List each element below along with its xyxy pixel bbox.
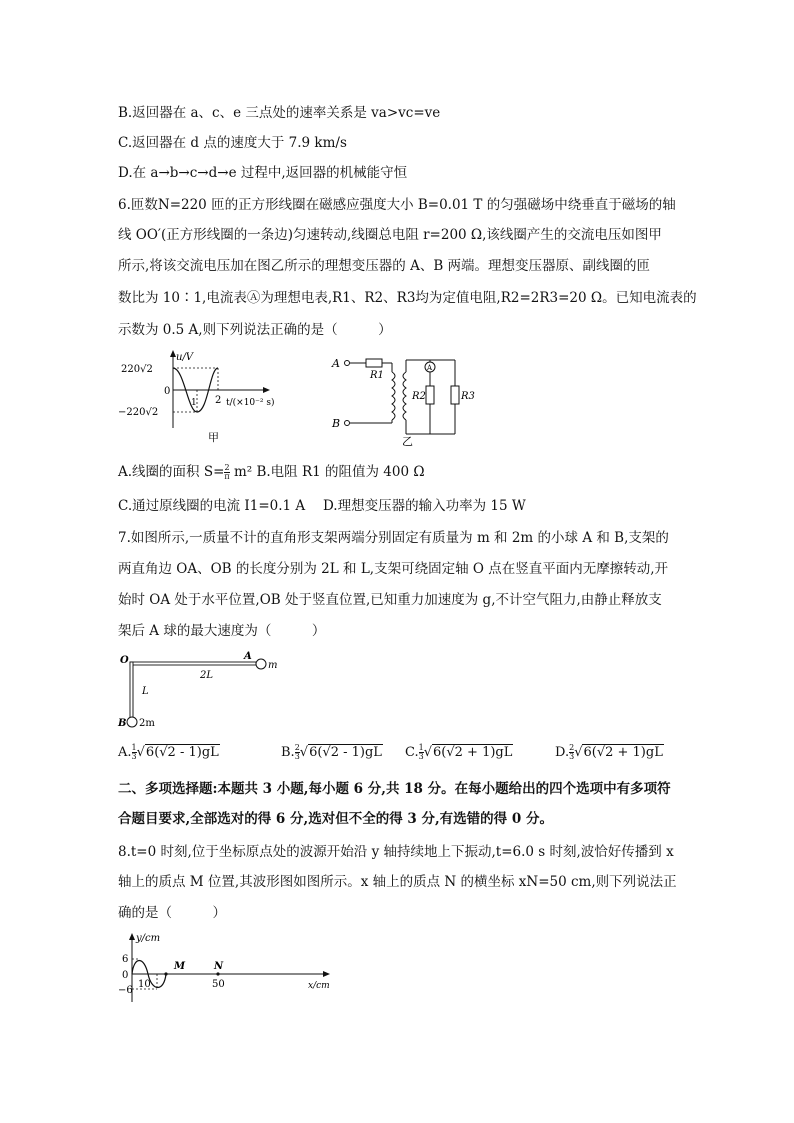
q8-text-3: 确的是（ ） (118, 905, 226, 921)
yi-terminal-a: A (332, 357, 340, 370)
q6-text-1: 6.匝数N=220 匝的正方形线圈在磁感应强度大小 B=0.01 T 的匀强磁场中绕垂直于磁场的轴 (118, 197, 676, 213)
q8-x-label: x/cm (308, 981, 330, 991)
yi-terminal-b: B (332, 417, 341, 430)
q7-2l-label: 2L (200, 670, 214, 681)
jia-caption: 甲 (208, 431, 219, 444)
q7-text-1: 7.如图所示,一质量不计的直角形支架两端分别固定有质量为 m 和 2m 的小球 A 和 B,支架的 (118, 530, 669, 546)
q7-option-c-coef-den: 3 (418, 752, 424, 761)
q8-n-label: N (214, 961, 224, 972)
jia-y-label: u/V (176, 352, 194, 363)
yi-ammeter-label: A (427, 364, 433, 372)
figure-q7 (116, 648, 286, 730)
section-2-heading-2: 合题目要求,全部选对的得 6 分,选对但不全的得 3 分,有选错的得 0 分。 (118, 811, 553, 827)
q5-option-c: C.返回器在 d 点的速度大于 7.9 km/s (118, 135, 347, 151)
figure-q8 (118, 930, 348, 1010)
q7-option-c-coef-num: 1 (418, 743, 424, 752)
q7-2m-label: 2m (139, 718, 155, 729)
q6-text-5: 示数为 0.5 A,则下列说法正确的是（ ） (118, 322, 392, 338)
q8-m-label: M (174, 961, 186, 972)
q7-option-b-coef (295, 744, 300, 761)
q8-text-2: 轴上的质点 M 位置,其波形图如图所示。x 轴上的质点 N 的横坐标 xN=50 cm,则下列说法正 (118, 874, 677, 890)
q7-text-3: 始时 OA 处于水平位置,OB 处于竖直位置,已知重力加速度为 g,不计空气阻力,由静止释放支 (118, 592, 662, 608)
q5-option-b: B.返回器在 a、c、e 三点处的速率关系是 va>vc=ve (118, 105, 441, 121)
q8-y-bottom: −6 (118, 985, 133, 996)
q7-option-b-coef-num: 2 (294, 743, 300, 752)
q7-option-a-coef-num: 1 (131, 743, 137, 752)
q7-option-d: D. $\frac{2}{3}$ √6(√2 + 1)gL (555, 743, 663, 761)
q7-option-d-coef-num: 2 (569, 743, 575, 752)
q7-text-4: 架后 A 球的最大速度为（ ） (118, 623, 326, 639)
q6-option-cd: C.通过原线圈的电流 I1=0.1 A D.理想变压器的输入功率为 15 W (118, 498, 526, 514)
yi-caption: 乙 (402, 435, 413, 448)
yi-r1-label: R1 (370, 370, 384, 381)
jia-t1: 1 (191, 398, 197, 408)
section-2-heading-1: 二、多项选择题:本题共 3 小题,每小题 6 分,共 18 分。在每小题给出的四个选项中有多项符 (118, 781, 671, 797)
q7-option-d-coef (569, 744, 574, 761)
yi-r3-label: R3 (461, 391, 475, 402)
q8-y-top: 6 (122, 954, 129, 965)
q7-option-a-coef (132, 744, 137, 761)
q7-a-label: A (244, 651, 252, 662)
q7-option-a-radicand: 6(√2 - 1)gL (145, 745, 219, 760)
figure-yi (330, 350, 490, 448)
q6-option-b-text: m² B.电阻 R1 的阻值为 400 Ω (229, 464, 425, 480)
q7-option-b-radicand: 6(√2 - 1)gL (309, 745, 382, 760)
q7-option-c-label: C. (405, 745, 419, 760)
yi-r2-label: R2 (412, 391, 426, 402)
q7-option-a: A. $\frac{1}{3}$ √6(√2 - 1)gL (118, 743, 219, 761)
q8-y-label: y/cm (136, 933, 161, 944)
q7-option-c-coef (419, 744, 424, 761)
q7-option-d-label: D. (555, 745, 570, 760)
q7-text-2: 两直角边 OA、OB 的长度分别为 2L 和 L,支架可绕固定轴 O 点在竖直平面内无摩擦转动,开 (118, 561, 669, 577)
q6-area-num: 2 (224, 463, 230, 472)
q7-l-label: L (142, 686, 149, 697)
figure-jia (118, 348, 318, 448)
jia-bottom-label: −220√2 (118, 407, 159, 418)
q6-area-den: π (224, 472, 230, 481)
jia-x-label: t/(×10⁻² s) (226, 398, 275, 408)
jia-zero-label: 0 (164, 386, 171, 397)
jia-top-label: 220√2 (121, 364, 153, 375)
q7-option-a-label: A. (118, 745, 132, 760)
q7-m-label: m (268, 660, 278, 671)
q6-text-2: 线 OO′(正方形线圈的一条边)匀速转动,线圈总电阻 r=200 Ω,该线圈产生的交流电压如图甲 (118, 227, 662, 243)
q7-option-d-coef-den: 3 (569, 752, 575, 761)
q7-b-label: B (118, 718, 127, 729)
q7-option-c-radicand: 6(√2 + 1)gL (433, 745, 513, 760)
q6-text-4: 数比为 10∶1,电流表Ⓐ为理想电表,R1、R2、R3均为定值电阻,R2=2R3=20 Ω。已知电流表的 (118, 290, 697, 306)
q7-o-label: O (120, 655, 129, 666)
q7-option-b-coef-den: 3 (294, 752, 300, 761)
q7-option-d-radicand: 6(√2 + 1)gL (583, 745, 663, 760)
q7-option-b: B. $\frac{2}{3}$ √6(√2 - 1)gL (281, 743, 382, 761)
q6-option-ab (118, 462, 425, 482)
q8-y-zero: 0 (122, 970, 129, 981)
q8-x50: 50 (212, 979, 225, 990)
jia-t2: 2 (215, 395, 222, 406)
q5-option-d: D.在 a→b→c→d→e 过程中,返回器的机械能守恒 (118, 165, 408, 181)
q6-text-3: 所示,将该交流电压加在图乙所示的理想变压器的 A、B 两端。理想变压器原、副线圈的匝 (118, 258, 651, 274)
q6-option-a-text: A.线圈的面积 S= (118, 464, 225, 480)
q8-text-1: 8.t=0 时刻,位于坐标原点处的波源开始沿 y 轴持续地上下振动,t=6.0 s 时刻,波恰好传播到 x (118, 844, 674, 860)
q8-x10: 10 (138, 979, 151, 990)
q7-option-b-label: B. (281, 745, 295, 760)
q7-option-a-coef-den: 3 (131, 752, 137, 761)
q7-option-c: C. $\frac{1}{3}$ √6(√2 + 1)gL (405, 743, 513, 761)
